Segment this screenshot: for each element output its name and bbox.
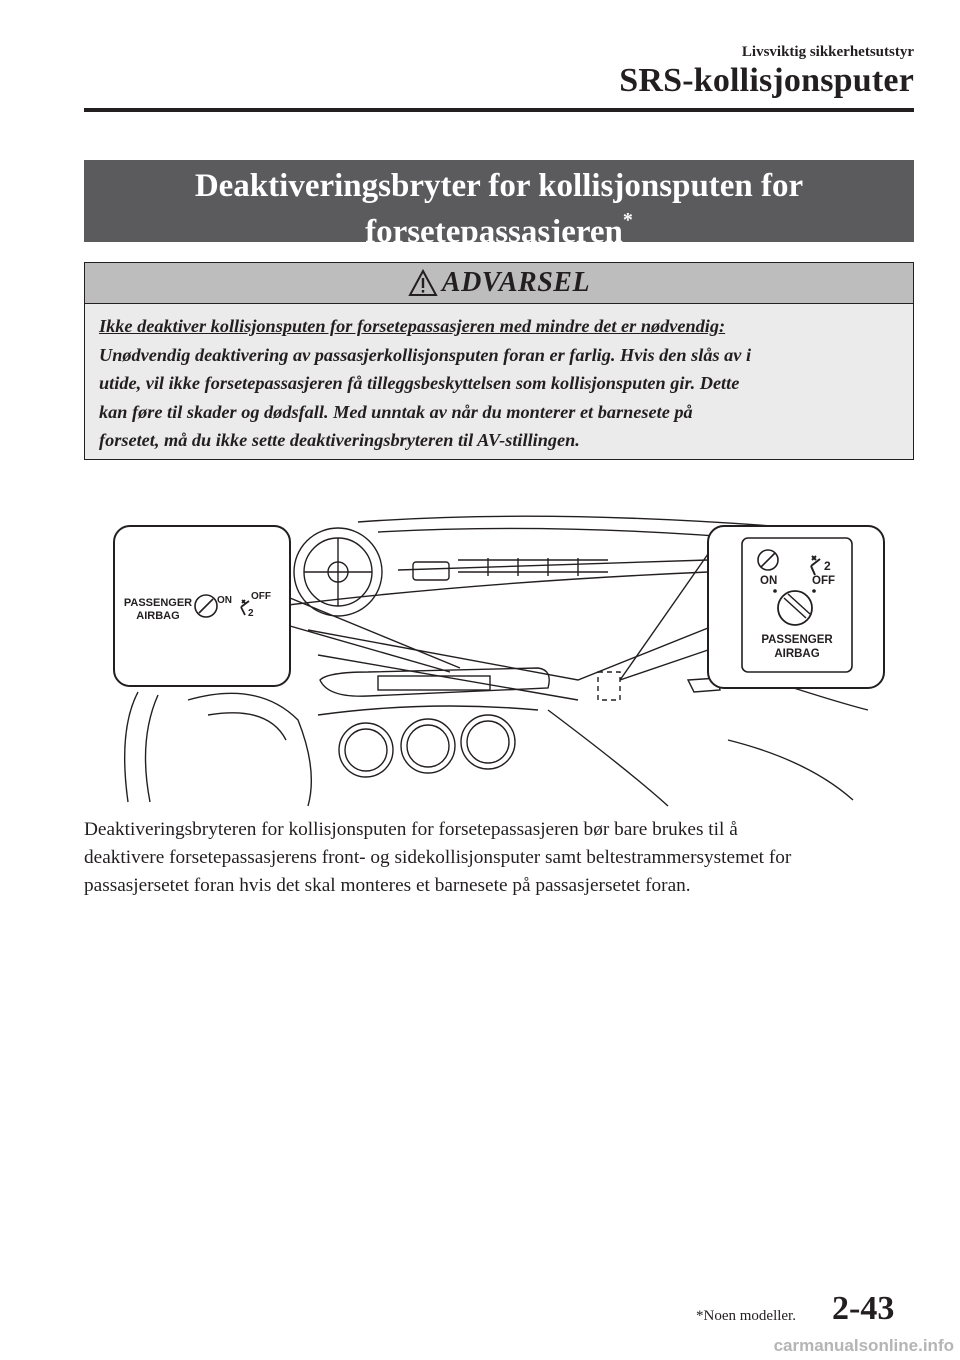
body-line: deaktivere forsetepassasjerens front- og sidekollisjonsputer samt beltestrammersystemet for: [84, 847, 792, 868]
callout-right: [708, 526, 884, 688]
body-paragraph: [84, 816, 924, 900]
right-number-label: 2: [824, 559, 831, 573]
left-off-label: OFF: [251, 591, 271, 602]
warning-text: [85, 304, 913, 455]
chapter-title: Livsviktig sikkerhetsutstyr: [741, 44, 914, 60]
left-passenger-label: PASSENGER: [123, 597, 193, 609]
footnote-marker: *: [622, 209, 633, 231]
warning-line: Unødvendig deaktivering av passasjerkollisjonsputen foran er farlig. Hvis den slås av i: [99, 344, 752, 365]
warning-line: utide, vil ikke forsetepassasjeren få tilleggsbeskyttelsen som kollisjonsputen gir. Dette: [99, 373, 740, 393]
left-number-label: 2: [248, 608, 254, 619]
warning-header: [85, 263, 913, 304]
callout-leader-left: [290, 626, 450, 672]
section-title-line2: [84, 206, 914, 250]
warning-line: forsetet, må du ikke sette deaktiveringsbryteren til AV-stillingen.: [99, 430, 580, 450]
warning-lead: Ikke deaktiver kollisjonsputen for forsetepassasjeren med mindre det er nødvendig:: [99, 316, 726, 336]
callout-leader-right: [620, 650, 708, 680]
page-title: SRS-kollisjonsputer: [619, 62, 914, 99]
page-number: 2-43: [832, 1290, 895, 1327]
warning-label: ADVARSEL: [441, 267, 591, 298]
right-on-label: ON: [760, 575, 778, 587]
callout-leader-right: [620, 554, 708, 680]
right-off-label: OFF: [812, 575, 835, 587]
left-on-label: ON: [217, 595, 232, 606]
header-divider: [84, 108, 914, 112]
callout-left: [114, 526, 290, 686]
body-line: Deaktiveringsbryteren for kollisjonsputen for forsetepassasjeren bør bare brukes til å: [84, 819, 738, 840]
watermark: carmanualsonline.info: [773, 1336, 954, 1355]
footnote: *Noen modeller.: [696, 1308, 796, 1324]
section-banner: [84, 160, 914, 250]
warning-line: kan føre til skader og dødsfall. Med unntak av når du monterer et barnesete på: [99, 401, 693, 422]
section-title-text: forsetepassasjeren: [365, 214, 623, 250]
right-airbag-label: AIRBAG: [774, 648, 820, 660]
body-line: passasjersetet foran hvis det skal monteres et barnesete på passasjersetet foran.: [84, 875, 691, 896]
left-airbag-label: AIRBAG: [136, 610, 180, 622]
warning-triangle-icon: [408, 269, 438, 297]
dashboard-illustration: [108, 510, 888, 810]
warning-box: [84, 262, 914, 460]
right-passenger-label: PASSENGER: [761, 634, 833, 646]
section-title-line1: Deaktiveringsbryter for kollisjonsputen for: [194, 168, 804, 204]
